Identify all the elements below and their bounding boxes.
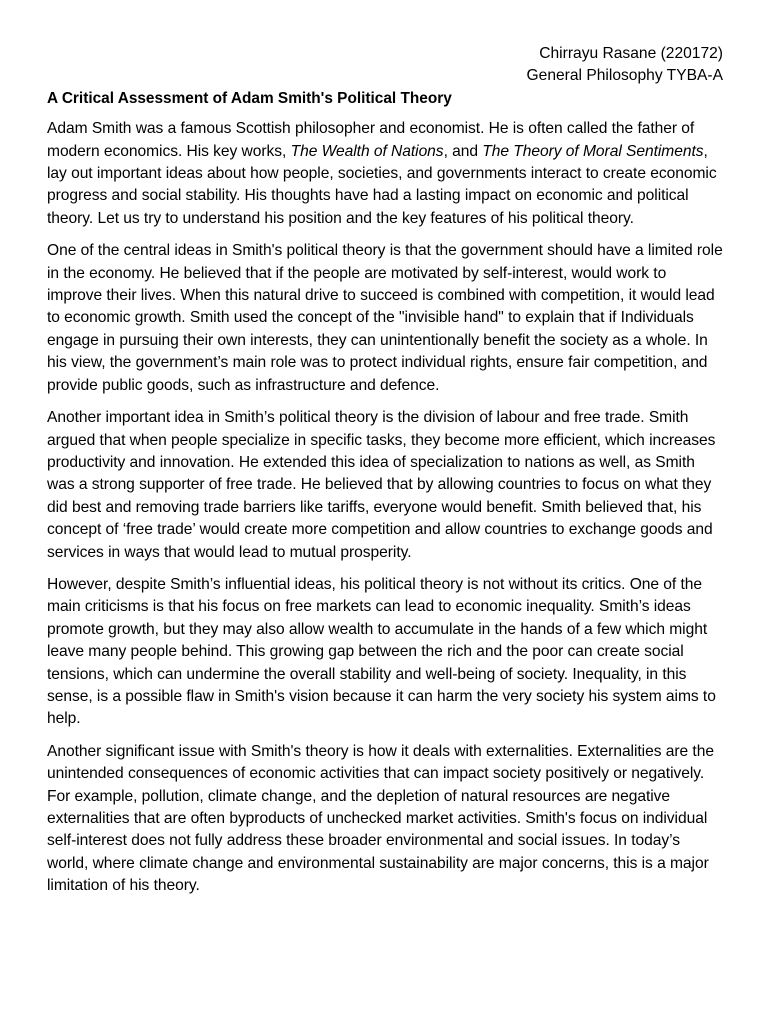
- work-title-wealth-of-nations: The Wealth of Nations: [290, 142, 444, 160]
- author-name: Chirrayu Rasane (220172): [539, 45, 723, 62]
- paragraph-1-part-a: Adam Smith was a famous Scottish philosopher and economist. He is often called the father of modern economics. His key works,: [47, 120, 695, 160]
- paragraph-1-part-c: , lay out important ideas about how people, societies, and governments interact to create economic progress and social stability. His thoughts have had a lasting impact on economic and political theory. Let us try to understand his position and the key features of his political theory.: [47, 142, 717, 227]
- work-title-moral-sentiments: The Theory of Moral Sentiments: [482, 142, 704, 160]
- paragraph-1: [47, 118, 723, 230]
- paragraph-3: Another important idea in Smith’s political theory is the division of labour and free trade. Smith argued that when people specialize in specific tasks, they become more efficient, which increases productivity and innovation. He extended this idea of specialization to nations as well, as Smith was a strong supporter of free trade. He believed that by allowing countries to focus on what they did best and removing trade barriers like tariffs, everyone would benefit. Smith believed that, his concept of ‘free trade’ would create more competition and allow countries to exchange goods and services in ways that would lead to mutual prosperity.: [47, 409, 716, 561]
- paragraph-1-part-b: , and: [443, 142, 483, 160]
- author-block: [47, 43, 723, 88]
- document-title: A Critical Assessment of Adam Smith's Political Theory: [47, 89, 452, 107]
- document-page: [47, 43, 723, 908]
- paragraph-2: One of the central ideas in Smith's political theory is that the government should have a limited role in the economy. He believed that if the people are motivated by self-interest, would work to improve their lives. When this natural drive to succeed is combined with competition, it would lead to economic growth. Smith used the concept of the "invisible hand" to explain that if Individuals engage in pursuing their own interests, they can unintentionally benefit the society as a whole. In his view, the government’s main role was to protect individual rights, ensure fair competition, and provide public goods, such as infrastructure and defence.: [47, 242, 723, 394]
- paragraph-4: However, despite Smith’s influential ideas, his political theory is not without its critics. One of the main criticisms is that his focus on free markets can lead to economic inequality. Smith’s ideas promote growth, but they may also allow wealth to accumulate in the hands of a few which might leave many people behind. This growing gap between the rich and the poor can create social tensions, which can undermine the overall stability and well-being of society. Inequality, in this sense, is a possible flaw in Smith's vision because it can harm the very society his system aims to help.: [47, 575, 716, 728]
- course-name: General Philosophy TYBA-A: [526, 67, 723, 85]
- paragraph-5: Another significant issue with Smith's theory is how it deals with externalities. Externalities are the unintended consequences of economic activities that can impact society positively or negatively. For example, pollution, climate change, and the depletion of natural resources are negative externalities that are often byproducts of unchecked market activities. Smith's focus on individual self-interest does not fully address these broader environmental and social issues. In today’s world, where climate change and environmental sustainability are major concerns, this is a major limitation of his theory.: [47, 742, 714, 895]
